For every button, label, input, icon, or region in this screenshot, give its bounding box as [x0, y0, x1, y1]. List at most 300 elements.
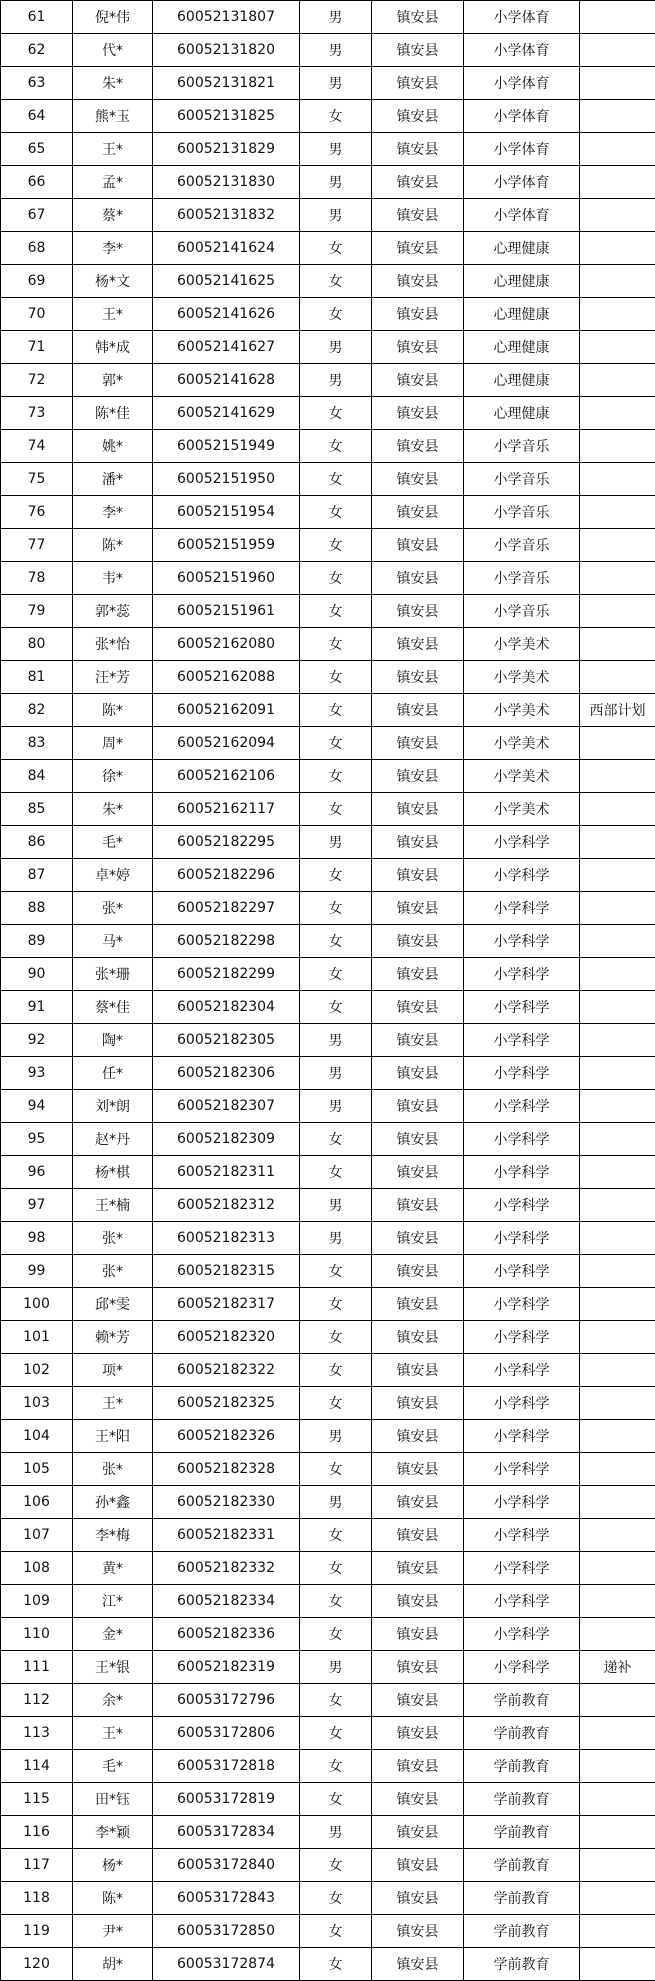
name-cell: 韩*成 [73, 331, 153, 364]
name-cell: 赖*芳 [73, 1321, 153, 1354]
note-cell [580, 1288, 655, 1321]
name-cell: 张*珊 [73, 958, 153, 991]
gender-cell: 女 [300, 793, 372, 826]
exam-id-cell: 60053172806 [153, 1717, 300, 1750]
county-cell: 镇安县 [372, 826, 464, 859]
table-row [1, 694, 655, 727]
county-cell: 镇安县 [372, 1453, 464, 1486]
gender-cell: 女 [300, 463, 372, 496]
note-cell [580, 1354, 655, 1387]
gender-cell: 女 [300, 760, 372, 793]
table-row [1, 331, 655, 364]
subject-cell: 小学科学 [464, 1156, 580, 1189]
exam-id-cell: 60052182315 [153, 1255, 300, 1288]
subject-cell: 学前教育 [464, 1849, 580, 1882]
subject-cell: 小学音乐 [464, 430, 580, 463]
gender-cell: 男 [300, 67, 372, 100]
county-cell: 镇安县 [372, 529, 464, 562]
row-number-cell: 68 [1, 232, 73, 265]
table-row [1, 1189, 655, 1222]
subject-cell: 学前教育 [464, 1915, 580, 1948]
name-cell: 项* [73, 1354, 153, 1387]
row-number-cell: 62 [1, 34, 73, 67]
name-cell: 江* [73, 1585, 153, 1618]
name-cell: 尹* [73, 1915, 153, 1948]
row-number-cell: 109 [1, 1585, 73, 1618]
row-number-cell: 105 [1, 1453, 73, 1486]
note-cell [580, 1585, 655, 1618]
county-cell: 镇安县 [372, 199, 464, 232]
county-cell: 镇安县 [372, 661, 464, 694]
name-cell: 刘*朗 [73, 1090, 153, 1123]
row-number-cell: 100 [1, 1288, 73, 1321]
row-number-cell: 104 [1, 1420, 73, 1453]
note-cell [580, 1618, 655, 1651]
name-cell: 张*怡 [73, 628, 153, 661]
subject-cell: 小学美术 [464, 760, 580, 793]
exam-id-cell: 60052162088 [153, 661, 300, 694]
gender-cell: 女 [300, 1684, 372, 1717]
name-cell: 韦* [73, 562, 153, 595]
subject-cell: 小学科学 [464, 859, 580, 892]
table-row [1, 826, 655, 859]
table-row [1, 1783, 655, 1816]
gender-cell: 女 [300, 1915, 372, 1948]
table-row [1, 1816, 655, 1849]
table-row [1, 133, 655, 166]
gender-cell: 男 [300, 199, 372, 232]
exam-id-cell: 60052182326 [153, 1420, 300, 1453]
subject-cell: 小学科学 [464, 826, 580, 859]
table-row [1, 496, 655, 529]
exam-id-cell: 60052151949 [153, 430, 300, 463]
row-number-cell: 83 [1, 727, 73, 760]
table-row [1, 463, 655, 496]
name-cell: 杨* [73, 1849, 153, 1882]
exam-id-cell: 60052141628 [153, 364, 300, 397]
gender-cell: 女 [300, 1156, 372, 1189]
note-cell [580, 958, 655, 991]
name-cell: 毛* [73, 826, 153, 859]
subject-cell: 小学美术 [464, 628, 580, 661]
subject-cell: 小学科学 [464, 1354, 580, 1387]
table-row [1, 1684, 655, 1717]
subject-cell: 小学音乐 [464, 595, 580, 628]
exam-id-cell: 60052151954 [153, 496, 300, 529]
exam-id-cell: 60052162094 [153, 727, 300, 760]
table-row [1, 1090, 655, 1123]
name-cell: 杨*文 [73, 265, 153, 298]
table-row [1, 1618, 655, 1651]
exam-id-cell: 60052151961 [153, 595, 300, 628]
table-row [1, 562, 655, 595]
county-cell: 镇安县 [372, 1585, 464, 1618]
exam-id-cell: 60052141624 [153, 232, 300, 265]
row-number-cell: 64 [1, 100, 73, 133]
county-cell: 镇安县 [372, 133, 464, 166]
subject-cell: 小学科学 [464, 1519, 580, 1552]
table-row [1, 1354, 655, 1387]
note-cell [580, 1453, 655, 1486]
row-number-cell: 79 [1, 595, 73, 628]
subject-cell: 小学体育 [464, 100, 580, 133]
subject-cell: 心理健康 [464, 331, 580, 364]
gender-cell: 女 [300, 265, 372, 298]
subject-cell: 小学科学 [464, 1024, 580, 1057]
exam-id-cell: 60053172818 [153, 1750, 300, 1783]
table-row [1, 1024, 655, 1057]
table-row [1, 1585, 655, 1618]
name-cell: 朱* [73, 67, 153, 100]
county-cell: 镇安县 [372, 298, 464, 331]
gender-cell: 女 [300, 991, 372, 1024]
county-cell: 镇安县 [372, 628, 464, 661]
county-cell: 镇安县 [372, 1519, 464, 1552]
county-cell: 镇安县 [372, 1783, 464, 1816]
subject-cell: 小学科学 [464, 958, 580, 991]
table-row [1, 1123, 655, 1156]
subject-cell: 小学科学 [464, 1189, 580, 1222]
name-cell: 王* [73, 1717, 153, 1750]
county-cell: 镇安县 [372, 364, 464, 397]
subject-cell: 小学美术 [464, 694, 580, 727]
row-number-cell: 67 [1, 199, 73, 232]
note-cell [580, 562, 655, 595]
subject-cell: 小学音乐 [464, 562, 580, 595]
name-cell: 倪*伟 [73, 1, 153, 34]
gender-cell: 男 [300, 166, 372, 199]
table-row [1, 1057, 655, 1090]
note-cell [580, 133, 655, 166]
subject-cell: 小学体育 [464, 34, 580, 67]
exam-id-cell: 60053172874 [153, 1948, 300, 1981]
note-cell [580, 793, 655, 826]
note-cell [580, 166, 655, 199]
table-row [1, 1453, 655, 1486]
name-cell: 邱*雯 [73, 1288, 153, 1321]
note-cell [580, 397, 655, 430]
table-row [1, 232, 655, 265]
gender-cell: 女 [300, 529, 372, 562]
subject-cell: 小学音乐 [464, 496, 580, 529]
name-cell: 郭* [73, 364, 153, 397]
gender-cell: 女 [300, 1750, 372, 1783]
note-cell [580, 628, 655, 661]
name-cell: 代* [73, 34, 153, 67]
exam-id-cell: 60052131821 [153, 67, 300, 100]
note-cell [580, 859, 655, 892]
exam-id-cell: 60052182297 [153, 892, 300, 925]
county-cell: 镇安县 [372, 1816, 464, 1849]
name-cell: 孙*鑫 [73, 1486, 153, 1519]
county-cell: 镇安县 [372, 232, 464, 265]
gender-cell: 男 [300, 133, 372, 166]
exam-id-cell: 60052151959 [153, 529, 300, 562]
note-cell [580, 1882, 655, 1915]
name-cell: 田*钰 [73, 1783, 153, 1816]
county-cell: 镇安县 [372, 1354, 464, 1387]
note-cell [580, 298, 655, 331]
note-cell [580, 1486, 655, 1519]
name-cell: 陈*佳 [73, 397, 153, 430]
table-row [1, 1717, 655, 1750]
row-number-cell: 77 [1, 529, 73, 562]
name-cell: 毛* [73, 1750, 153, 1783]
table-row [1, 100, 655, 133]
note-cell [580, 1123, 655, 1156]
gender-cell: 女 [300, 595, 372, 628]
row-number-cell: 70 [1, 298, 73, 331]
gender-cell: 女 [300, 1882, 372, 1915]
exam-id-cell: 60052182311 [153, 1156, 300, 1189]
subject-cell: 心理健康 [464, 265, 580, 298]
note-cell [580, 595, 655, 628]
row-number-cell: 95 [1, 1123, 73, 1156]
row-number-cell: 78 [1, 562, 73, 595]
row-number-cell: 87 [1, 859, 73, 892]
table-row [1, 991, 655, 1024]
county-cell: 镇安县 [372, 1717, 464, 1750]
name-cell: 马* [73, 925, 153, 958]
table-row [1, 1222, 655, 1255]
subject-cell: 小学体育 [464, 1, 580, 34]
table-row [1, 925, 655, 958]
exam-id-cell: 60053172850 [153, 1915, 300, 1948]
note-cell [580, 364, 655, 397]
row-number-cell: 102 [1, 1354, 73, 1387]
exam-id-cell: 60052131820 [153, 34, 300, 67]
note-cell [580, 1519, 655, 1552]
note-cell [580, 1156, 655, 1189]
row-number-cell: 85 [1, 793, 73, 826]
name-cell: 李* [73, 232, 153, 265]
exam-id-cell: 60052182295 [153, 826, 300, 859]
county-cell: 镇安县 [372, 1849, 464, 1882]
name-cell: 王* [73, 298, 153, 331]
county-cell: 镇安县 [372, 859, 464, 892]
name-cell: 姚* [73, 430, 153, 463]
row-number-cell: 63 [1, 67, 73, 100]
subject-cell: 小学体育 [464, 67, 580, 100]
subject-cell: 小学科学 [464, 1321, 580, 1354]
row-number-cell: 76 [1, 496, 73, 529]
row-number-cell: 107 [1, 1519, 73, 1552]
exam-id-cell: 60052131832 [153, 199, 300, 232]
name-cell: 卓*婷 [73, 859, 153, 892]
county-cell: 镇安县 [372, 892, 464, 925]
name-cell: 周* [73, 727, 153, 760]
gender-cell: 女 [300, 430, 372, 463]
row-number-cell: 116 [1, 1816, 73, 1849]
note-cell [580, 1552, 655, 1585]
gender-cell: 女 [300, 1585, 372, 1618]
name-cell: 蔡*佳 [73, 991, 153, 1024]
table-row [1, 67, 655, 100]
exam-id-cell: 60052182296 [153, 859, 300, 892]
gender-cell: 女 [300, 958, 372, 991]
note-cell [580, 727, 655, 760]
row-number-cell: 74 [1, 430, 73, 463]
row-number-cell: 114 [1, 1750, 73, 1783]
subject-cell: 小学科学 [464, 1387, 580, 1420]
exam-id-cell: 60052141625 [153, 265, 300, 298]
table-row [1, 1750, 655, 1783]
subject-cell: 小学音乐 [464, 529, 580, 562]
subject-cell: 学前教育 [464, 1948, 580, 1981]
name-cell: 李*颖 [73, 1816, 153, 1849]
subject-cell: 小学科学 [464, 1552, 580, 1585]
subject-cell: 小学科学 [464, 1123, 580, 1156]
county-cell: 镇安县 [372, 925, 464, 958]
table-row [1, 1849, 655, 1882]
county-cell: 镇安县 [372, 1684, 464, 1717]
county-cell: 镇安县 [372, 760, 464, 793]
row-number-cell: 115 [1, 1783, 73, 1816]
county-cell: 镇安县 [372, 595, 464, 628]
exam-id-cell: 60052162091 [153, 694, 300, 727]
exam-id-cell: 60052162106 [153, 760, 300, 793]
name-cell: 张* [73, 1255, 153, 1288]
name-cell: 陈* [73, 529, 153, 562]
row-number-cell: 101 [1, 1321, 73, 1354]
row-number-cell: 84 [1, 760, 73, 793]
table-row [1, 793, 655, 826]
note-cell [580, 1849, 655, 1882]
name-cell: 潘* [73, 463, 153, 496]
note-cell [580, 1783, 655, 1816]
exam-id-cell: 60052182320 [153, 1321, 300, 1354]
county-cell: 镇安县 [372, 1486, 464, 1519]
subject-cell: 小学体育 [464, 166, 580, 199]
county-cell: 镇安县 [372, 1750, 464, 1783]
note-cell [580, 1420, 655, 1453]
subject-cell: 学前教育 [464, 1882, 580, 1915]
exam-id-cell: 60052141626 [153, 298, 300, 331]
subject-cell: 小学体育 [464, 133, 580, 166]
county-cell: 镇安县 [372, 1189, 464, 1222]
table-row [1, 1486, 655, 1519]
gender-cell: 女 [300, 1255, 372, 1288]
gender-cell: 女 [300, 1453, 372, 1486]
gender-cell: 女 [300, 100, 372, 133]
county-cell: 镇安县 [372, 562, 464, 595]
gender-cell: 男 [300, 1420, 372, 1453]
table-row [1, 529, 655, 562]
exam-id-cell: 60052141629 [153, 397, 300, 430]
table-row [1, 1651, 655, 1684]
table-row [1, 892, 655, 925]
table-row [1, 1288, 655, 1321]
subject-cell: 小学美术 [464, 727, 580, 760]
note-cell [580, 892, 655, 925]
exam-id-cell: 60052131829 [153, 133, 300, 166]
county-cell: 镇安县 [372, 727, 464, 760]
table-row [1, 1915, 655, 1948]
gender-cell: 女 [300, 1849, 372, 1882]
name-cell: 胡* [73, 1948, 153, 1981]
table-row [1, 1519, 655, 1552]
county-cell: 镇安县 [372, 265, 464, 298]
row-number-cell: 111 [1, 1651, 73, 1684]
county-cell: 镇安县 [372, 496, 464, 529]
exam-id-cell: 60052162080 [153, 628, 300, 661]
name-cell: 张* [73, 892, 153, 925]
gender-cell: 女 [300, 925, 372, 958]
exam-id-cell: 60052182304 [153, 991, 300, 1024]
exam-id-cell: 60052182313 [153, 1222, 300, 1255]
subject-cell: 心理健康 [464, 232, 580, 265]
gender-cell: 男 [300, 1057, 372, 1090]
name-cell: 李* [73, 496, 153, 529]
county-cell: 镇安县 [372, 1057, 464, 1090]
name-cell: 陶* [73, 1024, 153, 1057]
exam-id-cell: 60052182330 [153, 1486, 300, 1519]
row-number-cell: 110 [1, 1618, 73, 1651]
exam-id-cell: 60052182322 [153, 1354, 300, 1387]
gender-cell: 女 [300, 1783, 372, 1816]
note-cell [580, 1255, 655, 1288]
exam-id-cell: 60052182332 [153, 1552, 300, 1585]
exam-id-cell: 60052182305 [153, 1024, 300, 1057]
note-cell [580, 1684, 655, 1717]
county-cell: 镇安县 [372, 1321, 464, 1354]
exam-id-cell: 60052131830 [153, 166, 300, 199]
note-cell [580, 991, 655, 1024]
note-cell [580, 1321, 655, 1354]
subject-cell: 小学科学 [464, 1222, 580, 1255]
note-cell [580, 1816, 655, 1849]
table-row [1, 628, 655, 661]
table-row [1, 1, 655, 34]
county-cell: 镇安县 [372, 1552, 464, 1585]
table-row [1, 859, 655, 892]
row-number-cell: 90 [1, 958, 73, 991]
gender-cell: 女 [300, 859, 372, 892]
note-cell [580, 463, 655, 496]
gender-cell: 男 [300, 331, 372, 364]
row-number-cell: 69 [1, 265, 73, 298]
county-cell: 镇安县 [372, 1915, 464, 1948]
gender-cell: 女 [300, 1288, 372, 1321]
subject-cell: 小学科学 [464, 1288, 580, 1321]
row-number-cell: 66 [1, 166, 73, 199]
county-cell: 镇安县 [372, 463, 464, 496]
note-cell [580, 1948, 655, 1981]
subject-cell: 小学科学 [464, 991, 580, 1024]
note-cell [580, 1090, 655, 1123]
exam-id-cell: 60053172796 [153, 1684, 300, 1717]
gender-cell: 女 [300, 628, 372, 661]
subject-cell: 小学科学 [464, 1486, 580, 1519]
name-cell: 金* [73, 1618, 153, 1651]
gender-cell: 男 [300, 1024, 372, 1057]
county-cell: 镇安县 [372, 1255, 464, 1288]
note-cell [580, 826, 655, 859]
table-row [1, 166, 655, 199]
row-number-cell: 103 [1, 1387, 73, 1420]
exam-id-cell: 60052182298 [153, 925, 300, 958]
row-number-cell: 119 [1, 1915, 73, 1948]
row-number-cell: 93 [1, 1057, 73, 1090]
county-cell: 镇安县 [372, 1024, 464, 1057]
exam-id-cell: 60053172840 [153, 1849, 300, 1882]
note-cell [580, 496, 655, 529]
note-cell [580, 661, 655, 694]
subject-cell: 心理健康 [464, 397, 580, 430]
gender-cell: 女 [300, 727, 372, 760]
subject-cell: 小学科学 [464, 1057, 580, 1090]
table-row [1, 1321, 655, 1354]
